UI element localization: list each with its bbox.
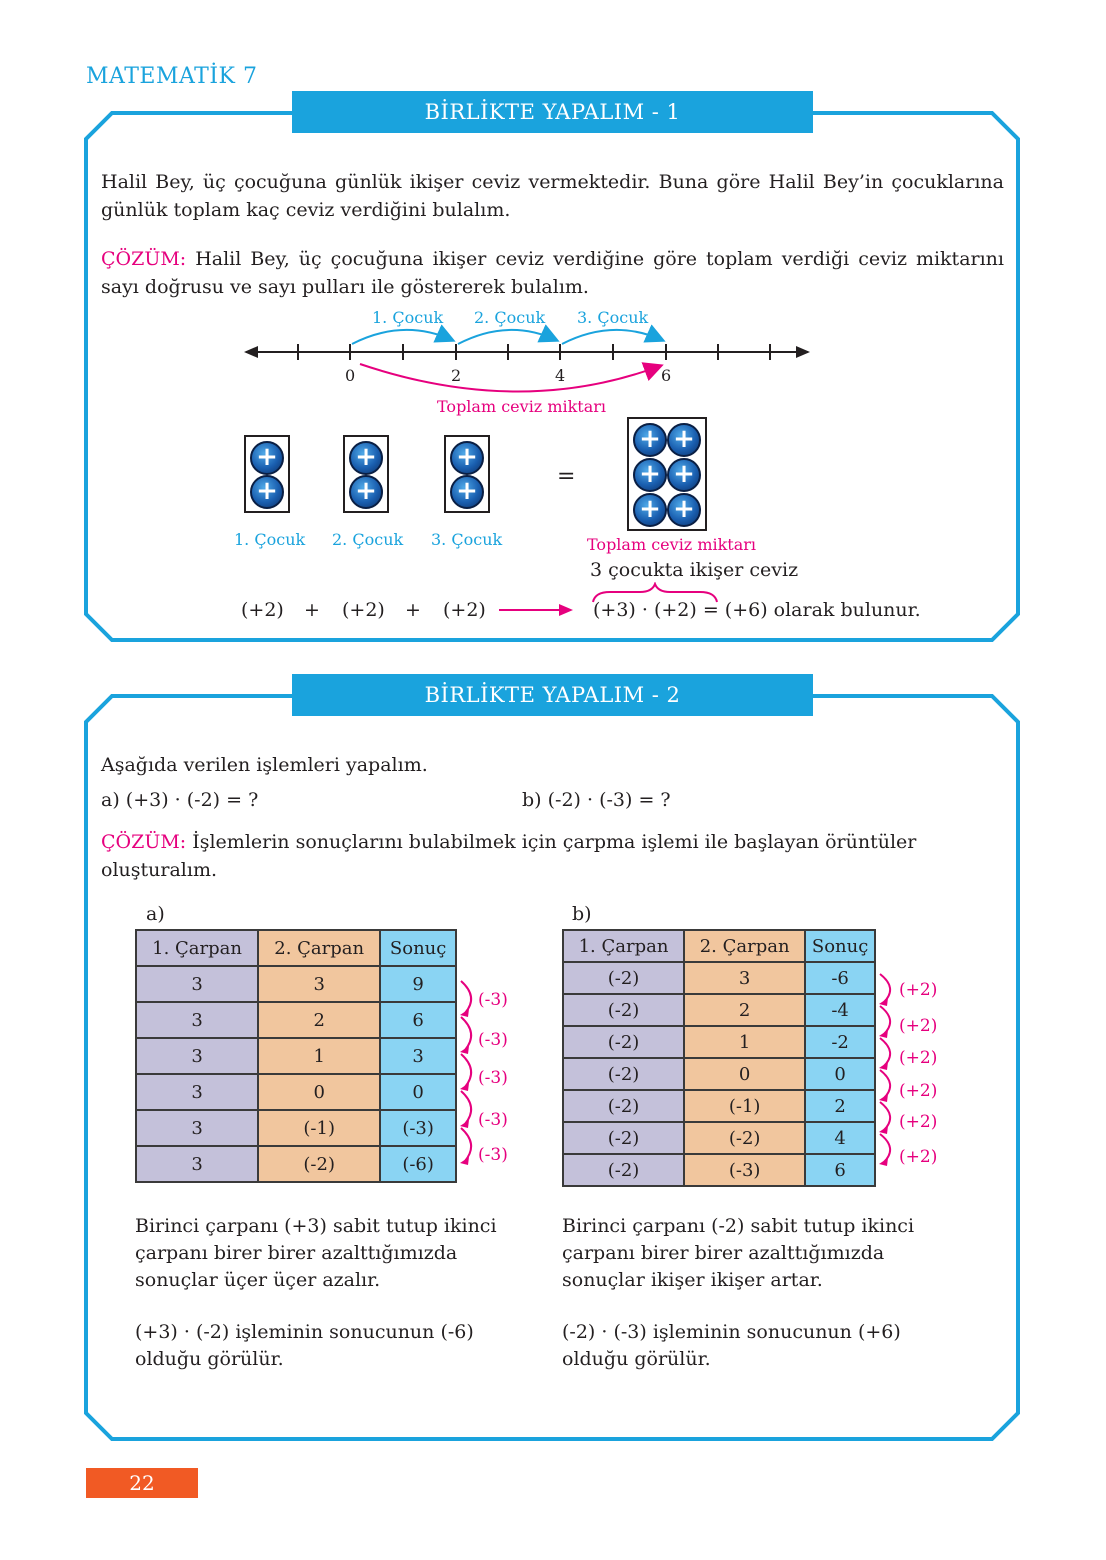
table-cell: (-2) (563, 994, 684, 1026)
table-cell: (-1) (258, 1110, 380, 1146)
table-cell: -2 (805, 1026, 875, 1058)
table-row (563, 962, 875, 994)
jump-arc-1 (352, 330, 452, 344)
positive-chip-icon: + (633, 493, 667, 527)
table-b-header-1: 1. Çarpan (563, 930, 684, 962)
table-a-step-label: (-3) (478, 1110, 508, 1130)
table-cell: 1 (684, 1026, 805, 1058)
table-cell: 3 (136, 1146, 258, 1182)
table-a-step-label: (-3) (478, 1068, 508, 1088)
section2-intro: Aşağıda verilen işlemleri yapalım. (101, 754, 428, 776)
table-b-label: b) (572, 903, 592, 925)
table-cell: -6 (805, 962, 875, 994)
page-number: 22 (86, 1468, 198, 1498)
table-b-note-1: Birinci çarpanı (-2) sabit tutup ikinci çarpanı birer birer azalttığımızda sonuçlar ikişer ikişer artar. (562, 1215, 915, 1291)
positive-chip-icon: + (349, 441, 383, 475)
table-cell: (-3) (684, 1154, 805, 1186)
table-cell: (-2) (258, 1146, 380, 1182)
table-cell: 9 (380, 966, 456, 1002)
solution-text: Halil Bey, üç çocuğuna ikişer ceviz verdiğine göre toplam verdiği ceviz miktarını sayı doğrusu ve sayı pulları ile göstererek bulalım. (101, 248, 1004, 298)
eq-plus-2: + (405, 599, 421, 621)
table-cell: 3 (136, 1038, 258, 1074)
table-row (563, 1122, 875, 1154)
section1-problem: Halil Bey, üç çocuğuna günlük ikişer ceviz vermektedir. Buna göre Halil Bey’in çocuklarına günlük toplam kaç ceviz verdiğini bulalım. (101, 171, 1004, 221)
section2-banner: BİRLİKTE YAPALIM - 2 (292, 674, 813, 716)
table-cell: (-3) (380, 1110, 456, 1146)
jump-label-2: 2. Çocuk (474, 308, 546, 327)
chip-label-child-2: 2. Çocuk (332, 530, 404, 549)
table-row (136, 966, 456, 1002)
tick-label-0: 0 (345, 366, 356, 385)
table-cell: 2 (684, 994, 805, 1026)
table-a-label: a) (146, 903, 165, 925)
brace-label: 3 çocukta ikişer ceviz (590, 559, 799, 581)
equals-sign: = (557, 464, 576, 489)
axis-left-arrow-icon (244, 346, 258, 358)
table-cell: 4 (805, 1122, 875, 1154)
table-a-step-label: (-3) (478, 990, 508, 1010)
table-row (136, 1074, 456, 1110)
chip-box-child-2 (343, 435, 389, 513)
table-cell: (-2) (563, 962, 684, 994)
positive-chip-icon: + (667, 423, 701, 457)
table-b-step-label: (+2) (899, 980, 938, 1000)
total-arc (360, 364, 660, 392)
table-row (136, 1038, 456, 1074)
table-cell: -4 (805, 994, 875, 1026)
table-a-step-label: (-3) (478, 1145, 508, 1165)
tick-label-6: 6 (661, 366, 672, 385)
total-arc-label: Toplam ceviz miktarı (437, 397, 607, 416)
table-a-note-2: (+3) · (-2) işleminin sonucunun (-6) olduğu görülür. (135, 1321, 474, 1370)
table-cell: 2 (258, 1002, 380, 1038)
table-cell: 3 (380, 1038, 456, 1074)
table-a-header-3: Sonuç (380, 930, 456, 966)
positive-chip-icon: + (450, 441, 484, 475)
table-cell: (-2) (563, 1058, 684, 1090)
table-cell: 3 (684, 962, 805, 994)
table-cell: 3 (136, 1074, 258, 1110)
positive-chip-icon: + (349, 475, 383, 509)
table-row (563, 1058, 875, 1090)
table-b-header-3: Sonuç (805, 930, 875, 962)
table-row (563, 1154, 875, 1186)
table-b-step-label: (+2) (899, 1112, 938, 1132)
jump-arc-3 (562, 330, 662, 344)
table-cell: (-2) (563, 1026, 684, 1058)
table-cell: 3 (258, 966, 380, 1002)
chip-box-child-3 (444, 435, 490, 513)
table-cell: 3 (136, 966, 258, 1002)
table-cell: (-2) (563, 1090, 684, 1122)
section1-solution (101, 245, 1004, 301)
table-b-step-label: (+2) (899, 1048, 938, 1068)
eq-result: (+3) · (+2) = (+6) olarak bulunur. (593, 599, 921, 621)
section2-solution (101, 828, 1004, 884)
positive-chip-icon: + (633, 423, 667, 457)
table-b-note-2: (-2) · (-3) işleminin sonucunun (+6) olduğu görülür. (562, 1321, 901, 1370)
table-cell: (-6) (380, 1146, 456, 1182)
question-b: b) (-2) · (-3) = ? (522, 789, 671, 811)
table-a (135, 929, 457, 1183)
table-cell: 1 (258, 1038, 380, 1074)
table-b-header-2: 2. Çarpan (684, 930, 805, 962)
solution-label: ÇÖZÜM: (101, 831, 187, 853)
table-cell: (-1) (684, 1090, 805, 1122)
table-a-step-label: (-3) (478, 1030, 508, 1050)
solution-label: ÇÖZÜM: (101, 248, 187, 270)
jump-arc-2 (458, 330, 556, 344)
axis-right-arrow-icon (796, 346, 810, 358)
table-cell: 0 (805, 1058, 875, 1090)
table-b (562, 929, 876, 1187)
chip-label-child-3: 3. Çocuk (431, 530, 503, 549)
positive-chip-icon: + (250, 475, 284, 509)
table-cell: (-2) (563, 1154, 684, 1186)
positive-chip-icon: + (250, 441, 284, 475)
positive-chip-icon: + (667, 458, 701, 492)
chip-box-child-1 (244, 435, 290, 513)
tick-label-2: 2 (451, 366, 462, 385)
positive-chip-icon: + (667, 493, 701, 527)
table-cell: (-2) (684, 1122, 805, 1154)
eq-term-1: (+2) (241, 599, 284, 621)
table-b-step-label: (+2) (899, 1147, 938, 1167)
table-cell: 0 (380, 1074, 456, 1110)
table-a-note-1: Birinci çarpanı (+3) sabit tutup ikinci çarpanı birer birer azalttığımızda sonuçlar üçer üçer azalır. (135, 1215, 497, 1291)
table-row (563, 1026, 875, 1058)
eq-plus-1: + (304, 599, 320, 621)
question-a: a) (+3) · (-2) = ? (101, 789, 259, 811)
table-row (563, 1090, 875, 1122)
tick-label-4: 4 (555, 366, 566, 385)
arrow-right-icon (497, 600, 577, 620)
table-row (136, 1146, 456, 1182)
eq-term-3: (+2) (443, 599, 486, 621)
jump-label-3: 3. Çocuk (577, 308, 649, 327)
table-b-step-label: (+2) (899, 1081, 938, 1101)
eq-term-2: (+2) (342, 599, 385, 621)
section1-banner: BİRLİKTE YAPALIM - 1 (292, 91, 813, 133)
solution-text: İşlemlerin sonuçlarını bulabilmek için çarpma işlemi ile başlayan örüntüler oluşturalım. (101, 831, 917, 881)
table-cell: 0 (258, 1074, 380, 1110)
table-cell: 6 (380, 1002, 456, 1038)
table-row (136, 1002, 456, 1038)
table-cell: (-2) (563, 1122, 684, 1154)
jump-label-1: 1. Çocuk (372, 308, 444, 327)
table-a-header-1: 1. Çarpan (136, 930, 258, 966)
table-b-step-label: (+2) (899, 1016, 938, 1036)
table-cell: 3 (136, 1002, 258, 1038)
table-cell: 2 (805, 1090, 875, 1122)
chip-label-child-1: 1. Çocuk (234, 530, 306, 549)
page-header-title: MATEMATİK 7 (86, 64, 258, 89)
chip-total-label: Toplam ceviz miktarı (587, 535, 757, 554)
table-cell: 0 (684, 1058, 805, 1090)
table-a-header-2: 2. Çarpan (258, 930, 380, 966)
table-cell: 6 (805, 1154, 875, 1186)
positive-chip-icon: + (450, 475, 484, 509)
table-cell: 3 (136, 1110, 258, 1146)
table-row (563, 994, 875, 1026)
chip-box-total (627, 417, 707, 531)
positive-chip-icon: + (633, 458, 667, 492)
table-row (136, 1110, 456, 1146)
